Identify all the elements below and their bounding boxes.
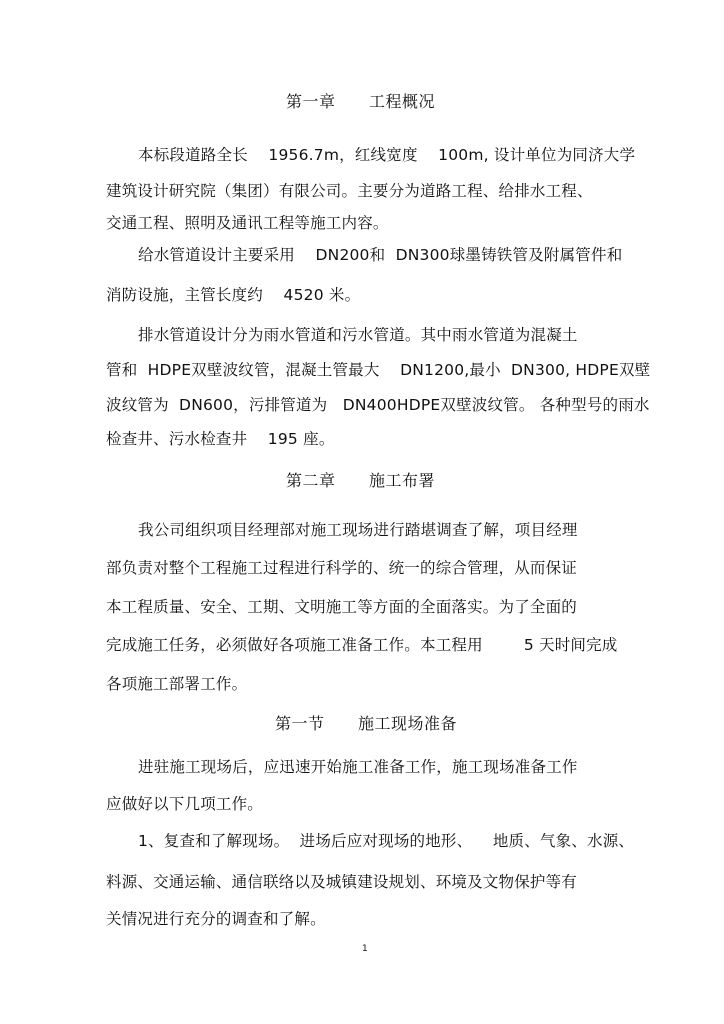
section-1-paragraph-2-line-2: 料源、交通运输、通信联络以及城镇建设规划、环境及文物保护等有 [106,873,578,891]
chapter-1-paragraph-3-line-4: 检查井、污水检查井 195 座。 [106,430,335,448]
chapter-1-paragraph-3-line-1: 排水管道设计分为雨水管道和污水管道。其中雨水管道为混凝土 [138,326,578,344]
chapter-2-paragraph-line-2: 部负责对整个工程施工过程进行科学的、统一的综合管理，从而保证 [106,559,578,577]
page-number: 1 [362,944,368,954]
chapter-2-paragraph-line-4: 完成施工任务，必须做好各项施工准备工作。本工程用 5 天时间完成 [106,636,618,654]
section-1-title: 第一节 施工现场准备 [275,714,458,733]
section-1-paragraph-1-line-1: 进驻施工现场后，应迅速开始施工准备工作，施工现场准备工作 [138,758,578,776]
chapter-2-paragraph-line-5: 各项施工部署工作。 [106,675,248,693]
chapter-1-paragraph-1-line-3: 交通工程、照明及通讯工程等施工内容。 [106,214,389,232]
chapter-1-paragraph-1-line-2: 建筑设计研究院（集团）有限公司。主要分为道路工程、给排水工程、 [106,182,593,200]
chapter-2-paragraph-line-3: 本工程质量、安全、工期、文明施工等方面的全面落实。为了全面的 [106,598,578,616]
chapter-1-paragraph-3-line-3: 波纹管为 DN600，污排管道为 DN400HDPE双壁波纹管。 各种型号的雨水 [106,396,650,414]
section-1-paragraph-2-line-1: 1、复查和了解现场。 进场后应对现场的地形、 地质、气象、水源、 [138,832,635,850]
chapter-1-title: 第一章 工程概况 [286,92,436,111]
chapter-2-paragraph-line-1: 我公司组织项目经理部对施工现场进行踏堪调查了解，项目经理 [138,521,578,539]
section-1-paragraph-1-line-2: 应做好以下几项工作。 [106,795,264,813]
chapter-1-paragraph-2-line-2: 消防设施，主管长度约 4520 米。 [106,286,361,304]
chapter-1-paragraph-2-line-1: 给水管道设计主要采用 DN200和 DN300球墨铸铁管及附属管件和 [138,246,623,264]
chapter-1-paragraph-1-line-1: 本标段道路全长 1956.7m，红线宽度 100m, 设计单位为同济大学 [138,146,636,164]
section-1-paragraph-2-line-3: 关情况进行充分的调查和了解。 [106,910,326,928]
chapter-2-title: 第二章 施工布署 [286,471,436,490]
chapter-1-paragraph-3-line-2: 管和 HDPE双壁波纹管，混凝土管最大 DN1200,最小 DN300, HDPE双壁 [106,361,651,379]
